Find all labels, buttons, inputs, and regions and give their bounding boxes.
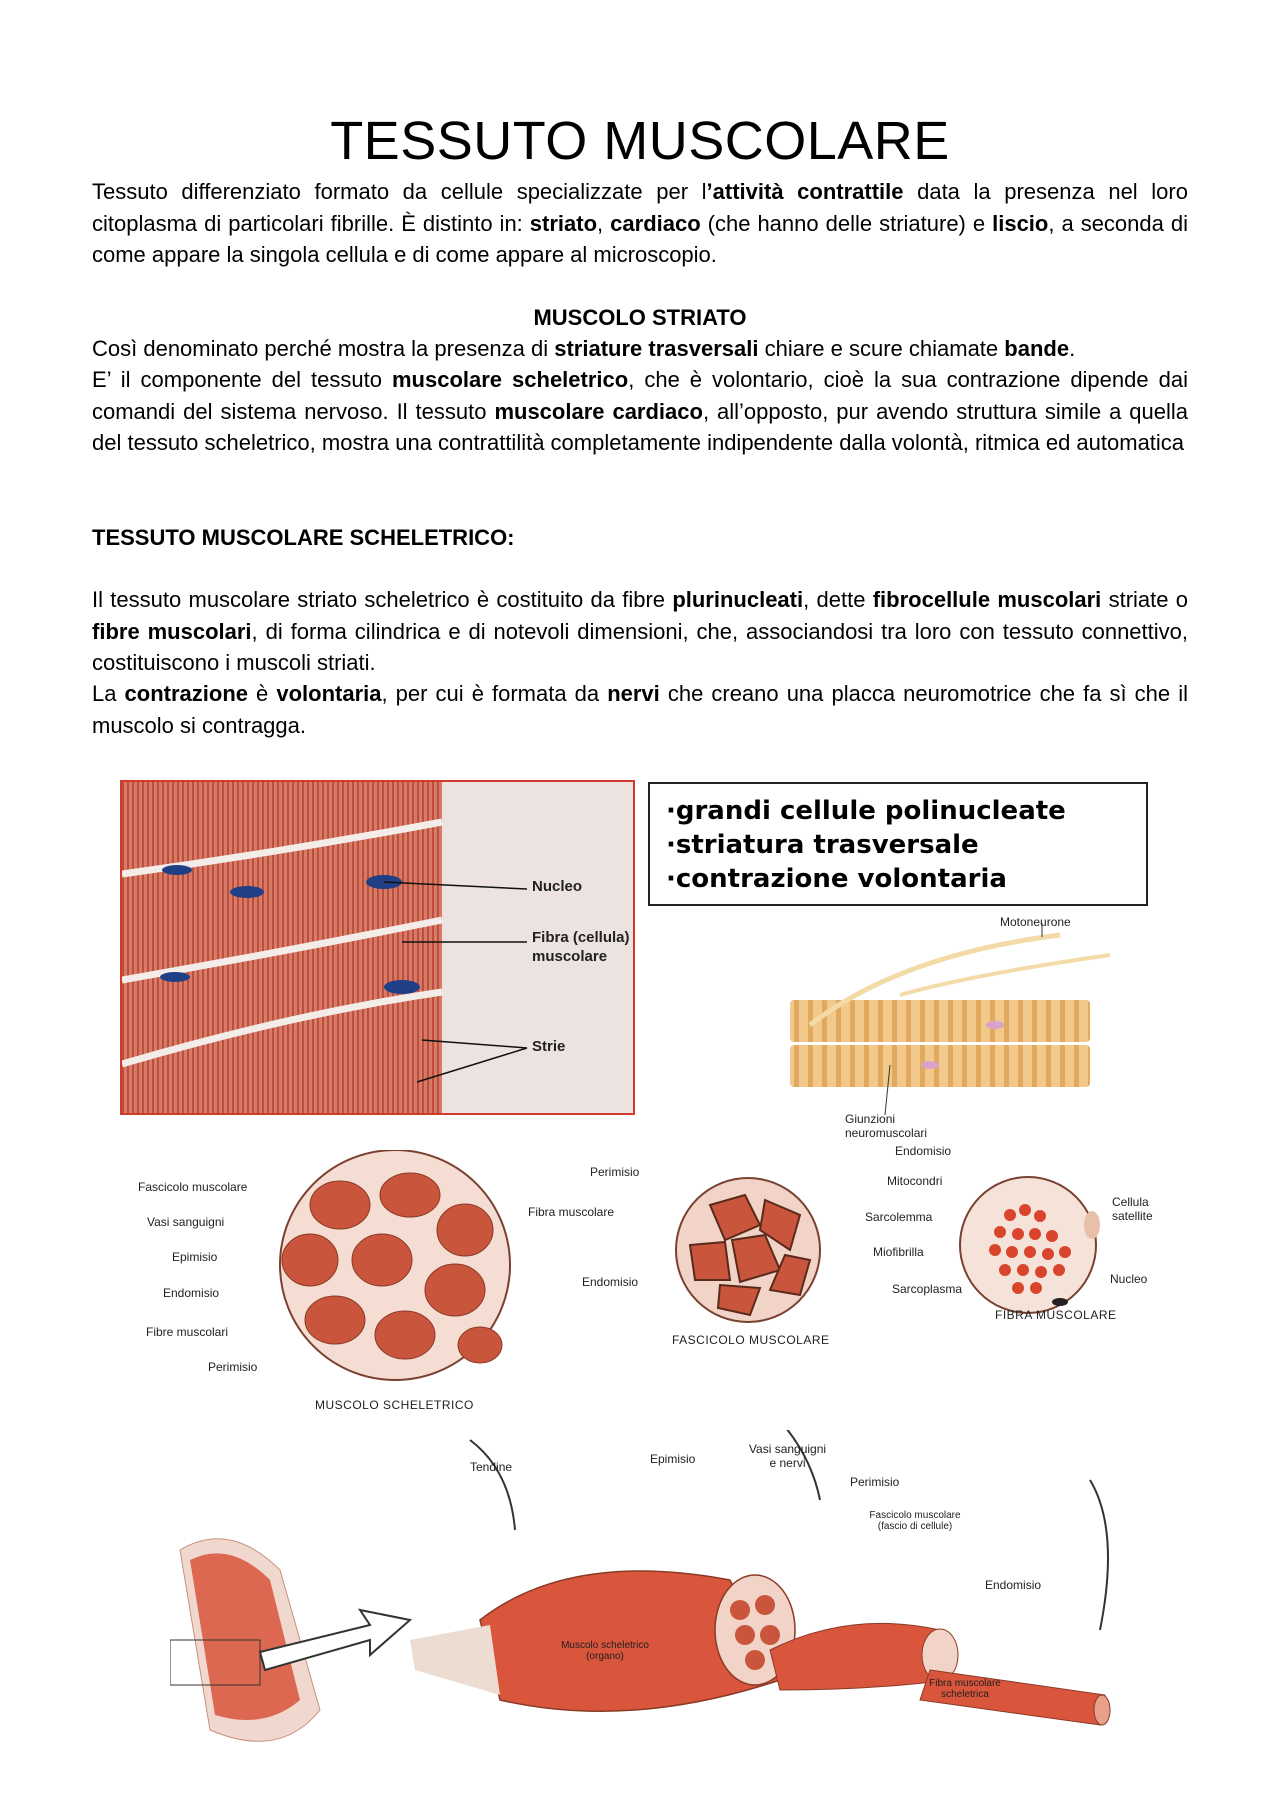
label-muscolo-organo: Muscolo scheletrico (organo) (561, 1640, 649, 1662)
label-vasi-nervi: Vasi sanguigni e nervi (748, 1442, 827, 1470)
label-muscle-epimisio: Epimisio (650, 1452, 696, 1466)
striated-muscle-micrograph (120, 780, 635, 1115)
label-nucleo: Nucleo (532, 878, 583, 895)
label-mitocondri: Mitocondri (887, 1174, 943, 1188)
label-fibra-nucleo: Nucleo (1110, 1272, 1148, 1286)
label-fascicolo-perimisio: Perimisio (590, 1165, 640, 1179)
nucleus-5 (384, 980, 420, 994)
label-strie: Strie (532, 1038, 566, 1055)
neuromuscular-junction-illustration (780, 915, 1140, 1145)
label-miofibrilla: Miofibrilla (873, 1245, 924, 1259)
nucleus-1 (162, 865, 192, 875)
label-fascicolo-endomisio: Endomisio (582, 1275, 639, 1289)
scheletrico-paragraph-1: Il tessuto muscolare striato scheletrico è costituito da fibre plurinucleati, dette fibrocellule muscolari striate o fibre muscolari, di forma cilindrica e di notevoli dimensioni, che, associandosi tra loro con tessuto connettivo, costituiscono i muscoli striati. (92, 587, 1189, 675)
label-fibre-muscolari: Fibre muscolari (146, 1325, 229, 1339)
label-fascicolo-fibra: Fibra muscolare (528, 1205, 615, 1219)
label-endomisio: Endomisio (163, 1286, 220, 1300)
label-fascicolo-muscolare: Fascicolo muscolare (138, 1180, 248, 1194)
label-muscle-endomisio: Endomisio (985, 1578, 1042, 1592)
label-tendine: Tendine (470, 1460, 513, 1474)
features-callout (648, 782, 1148, 906)
label-motoneurone: Motoneurone (1000, 915, 1071, 929)
label-fascicolo-fascio: Fascicolo muscolare (fascio di cellule) (869, 1510, 961, 1532)
label-giunzioni: Giunzioni neuromuscolari (845, 1112, 928, 1140)
label-muscle-perimisio: Perimisio (850, 1475, 900, 1489)
label-cellula-satellite: Cellula satellite (1112, 1195, 1153, 1223)
caption-fascicolo-muscolare: FASCICOLO MUSCOLARE (672, 1333, 830, 1347)
page-title: TESSUTO MUSCOLARE (330, 111, 950, 171)
label-fibra-cellula: Fibra (cellula) muscolare (532, 929, 630, 965)
striato-paragraph-1: Così denominato perché mostra la presenza di striature trasversali chiare e scure chiamate bande. (92, 336, 1076, 361)
scheletrico-paragraph-2: La contrazione è volontaria, per cui è formata da nervi che creano una placca neuromotrice che fa sì che il muscolo si contragga. (92, 681, 1188, 738)
nucleus-4 (160, 972, 190, 982)
label-sarcoplasma: Sarcoplasma (892, 1282, 963, 1296)
section-heading-striato: MUSCOLO STRIATO (533, 305, 747, 330)
caption-muscolo-scheletrico: MUSCOLO SCHELETRICO (315, 1398, 474, 1412)
callout-item: ·grandi cellule polinucleate (666, 796, 1066, 826)
label-sarcolemma: Sarcolemma (865, 1210, 933, 1224)
callout-item: ·striatura trasversale (666, 830, 979, 860)
intro-paragraph: Tessuto differenziato formato da cellule specializzate per l’attività contrattile data la presenza nel loro citoplasma di particolari fibrille. È distinto in: striato, cardiaco (che hanno delle striature) e liscio, a seconda di come appare la singola cellula e di come appare al microscopio. (92, 179, 1188, 267)
muscle-anatomy-illustration (170, 1430, 1120, 1770)
label-perimisio: Perimisio (208, 1360, 258, 1374)
label-vasi-sanguigni: Vasi sanguigni (147, 1215, 225, 1229)
label-epimisio: Epimisio (172, 1250, 218, 1264)
nucleus-2 (230, 886, 264, 898)
section-heading-scheletrico: TESSUTO MUSCOLARE SCHELETRICO: (92, 525, 515, 550)
callout-item: ·contrazione volontaria (666, 864, 1007, 894)
label-fibra-scheletrica: Fibra muscolare scheletrica (929, 1678, 1001, 1700)
label-fibra-endomisio: Endomisio (895, 1144, 952, 1158)
striato-paragraph-2: E’ il componente del tessuto muscolare scheletrico, che è volontario, cioè la sua contrazione dipende dai comandi del sistema nervoso. Il tessuto muscolare cardiaco, all’opposto, pur avendo struttura simile a quella del tessuto scheletrico, mostra una contrattilità completamente indipendente dalla volontà, ritmica ed automatica (92, 367, 1188, 455)
cross-sections-illustration (120, 1144, 1165, 1420)
caption-fibra-muscolare: FIBRA MUSCOLARE (995, 1308, 1117, 1322)
